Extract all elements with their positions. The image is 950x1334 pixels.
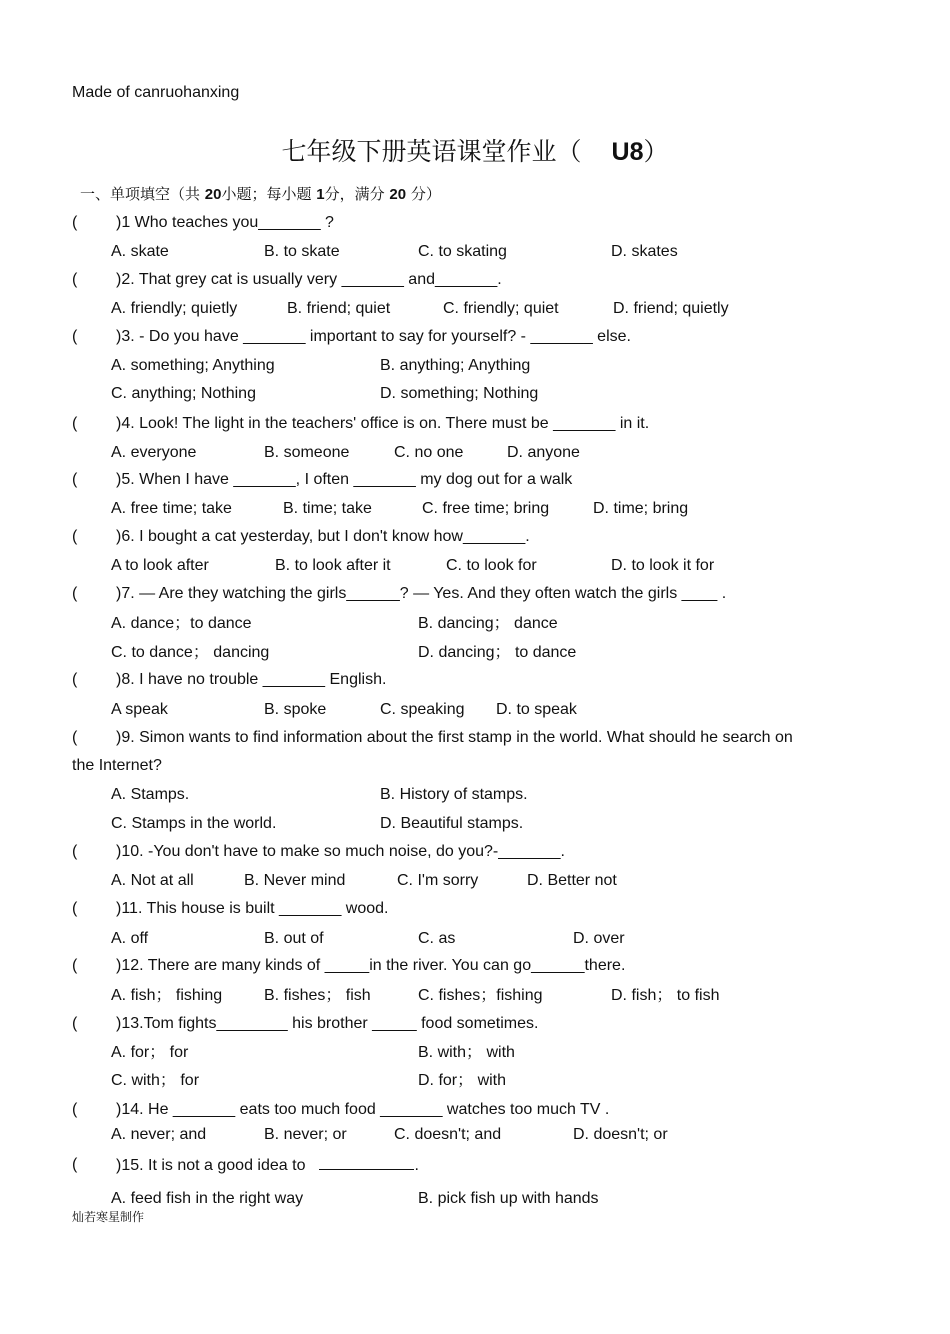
- section-text-3: 分，满分: [324, 185, 385, 203]
- option: A. Stamps.: [111, 786, 190, 803]
- question-11: )11. This house is built _______ wood.: [116, 900, 389, 917]
- answer-paren: (: [72, 1101, 78, 1118]
- answer-paren: (: [72, 1156, 78, 1173]
- answer-paren: (: [72, 271, 78, 288]
- option: C. Stamps in the world.: [111, 815, 277, 832]
- option: C. free time; bring: [422, 500, 550, 517]
- option: C. as: [418, 930, 456, 947]
- option: B. to skate: [264, 243, 340, 260]
- question-12: )12. There are many kinds of _____in the river. You can go______there.: [116, 957, 626, 974]
- option: D. skates: [611, 243, 678, 260]
- option: D. to look it for: [611, 557, 715, 574]
- question-15-text: )15. It is not a good idea to: [116, 1157, 306, 1174]
- question-2: )2. That grey cat is usually very _______ and_______.: [116, 271, 502, 288]
- option: B. never; or: [264, 1126, 347, 1143]
- answer-paren: (: [72, 328, 78, 345]
- option: D. time; bring: [593, 500, 689, 517]
- option: B. pick fish up with hands: [418, 1190, 599, 1207]
- question-6: )6. I bought a cat yesterday, but I don't know how_______.: [116, 528, 530, 545]
- option: B. spoke: [264, 701, 327, 718]
- option: C. I'm sorry: [397, 872, 479, 889]
- option: D. Better not: [527, 872, 617, 889]
- option: A speak: [111, 701, 168, 718]
- option: C. friendly; quiet: [443, 300, 559, 317]
- option: C. fishes；fishing: [418, 987, 543, 1004]
- option: B. to look after it: [275, 557, 391, 574]
- option: C. anything; Nothing: [111, 385, 256, 402]
- question-4: )4. Look! The light in the teachers' office is on. There must be _______ in it.: [116, 415, 650, 432]
- option: A. Not at all: [111, 872, 194, 889]
- option: B. with； with: [418, 1044, 515, 1061]
- option: A. something; Anything: [111, 357, 275, 374]
- section-text-2: 小题；每小题: [221, 185, 312, 203]
- option: A. never; and: [111, 1126, 207, 1143]
- answer-paren: (: [72, 900, 78, 917]
- option: A. everyone: [111, 444, 197, 461]
- option: B. History of stamps.: [380, 786, 528, 803]
- title-unit-code: U8: [611, 138, 644, 166]
- question-7: )7. — Are they watching the girls______? — Yes. And they often watch the girls ____ .: [116, 585, 727, 602]
- option: B. out of: [264, 930, 324, 947]
- answer-paren: (: [72, 471, 78, 488]
- question-9: )9. Simon wants to find information about the first stamp in the world. What should he search on: [116, 729, 793, 746]
- answer-paren: (: [72, 1015, 78, 1032]
- option: B. dancing； dance: [418, 615, 558, 632]
- option: D. to speak: [496, 701, 577, 718]
- option: C. to dance； dancing: [111, 644, 270, 661]
- option: C. doesn't; and: [394, 1126, 502, 1143]
- option: A. friendly; quietly: [111, 300, 238, 317]
- option: B. anything; Anything: [380, 357, 531, 374]
- option: A. for； for: [111, 1044, 189, 1061]
- option: A. free time; take: [111, 500, 232, 517]
- answer-paren: (: [72, 528, 78, 545]
- answer-paren: (: [72, 585, 78, 602]
- option: B. someone: [264, 444, 350, 461]
- option: B. fishes； fish: [264, 987, 371, 1004]
- header-note: Made of canruohanxing: [72, 84, 240, 101]
- option: B. time; take: [283, 500, 372, 517]
- title-close: ）: [643, 137, 669, 166]
- section-text-4: 分）: [410, 185, 441, 203]
- option: A. skate: [111, 243, 169, 260]
- option: D. something; Nothing: [380, 385, 539, 402]
- answer-paren: (: [72, 843, 78, 860]
- option: A. dance；to dance: [111, 615, 252, 632]
- answer-paren: (: [72, 957, 78, 974]
- option: D. fish； to fish: [611, 987, 720, 1004]
- question-5: )5. When I have _______, I often _______ my dog out for a walk: [116, 471, 573, 488]
- question-3: )3. - Do you have _______ important to say for yourself? - _______ else.: [116, 328, 631, 345]
- option: B. Never mind: [244, 872, 346, 889]
- answer-paren: (: [72, 729, 78, 746]
- option: C. speaking: [380, 701, 465, 718]
- option: D. doesn't; or: [573, 1126, 668, 1143]
- title-cn: 七年级下册英语课堂作业（: [281, 137, 582, 166]
- question-9-continued: the Internet?: [72, 757, 162, 774]
- answer-paren: (: [72, 214, 78, 231]
- option: A to look after: [111, 557, 209, 574]
- answer-paren: (: [72, 415, 78, 432]
- section-heading: [80, 184, 441, 205]
- footer-note: 灿若寒星制作: [72, 1210, 145, 1224]
- option: C. no one: [394, 444, 464, 461]
- question-15: [116, 1155, 419, 1176]
- answer-blank: [319, 1155, 414, 1170]
- option: D. Beautiful stamps.: [380, 815, 524, 832]
- question-15-end: .: [414, 1157, 419, 1174]
- question-10: )10. -You don't have to make so much noise, do you?-_______.: [116, 843, 565, 860]
- section-points: 1: [316, 186, 325, 203]
- option: D. anyone: [507, 444, 580, 461]
- question-13: )13.Tom fights________ his brother _____ food sometimes.: [116, 1015, 539, 1032]
- option: C. to skating: [418, 243, 507, 260]
- option: D. friend; quietly: [613, 300, 729, 317]
- option: A. off: [111, 930, 149, 947]
- section-count: 20: [204, 186, 222, 203]
- option: A. feed fish in the right way: [111, 1190, 304, 1207]
- option: D. for； with: [418, 1072, 507, 1089]
- section-total: 20: [389, 186, 407, 203]
- question-1: )1 Who teaches you_______ ?: [116, 214, 334, 231]
- option: B. friend; quiet: [287, 300, 391, 317]
- option: C. to look for: [446, 557, 537, 574]
- question-8: )8. I have no trouble _______ English.: [116, 671, 387, 688]
- option: D. dancing； to dance: [418, 644, 577, 661]
- option: D. over: [573, 930, 625, 947]
- page-title: [0, 136, 950, 168]
- option: A. fish； fishing: [111, 987, 223, 1004]
- option: C. with； for: [111, 1072, 200, 1089]
- section-text-1: 一、单项填空（共: [80, 185, 201, 203]
- question-14: )14. He _______ eats too much food _______ watches too much TV .: [116, 1101, 610, 1118]
- answer-paren: (: [72, 671, 78, 688]
